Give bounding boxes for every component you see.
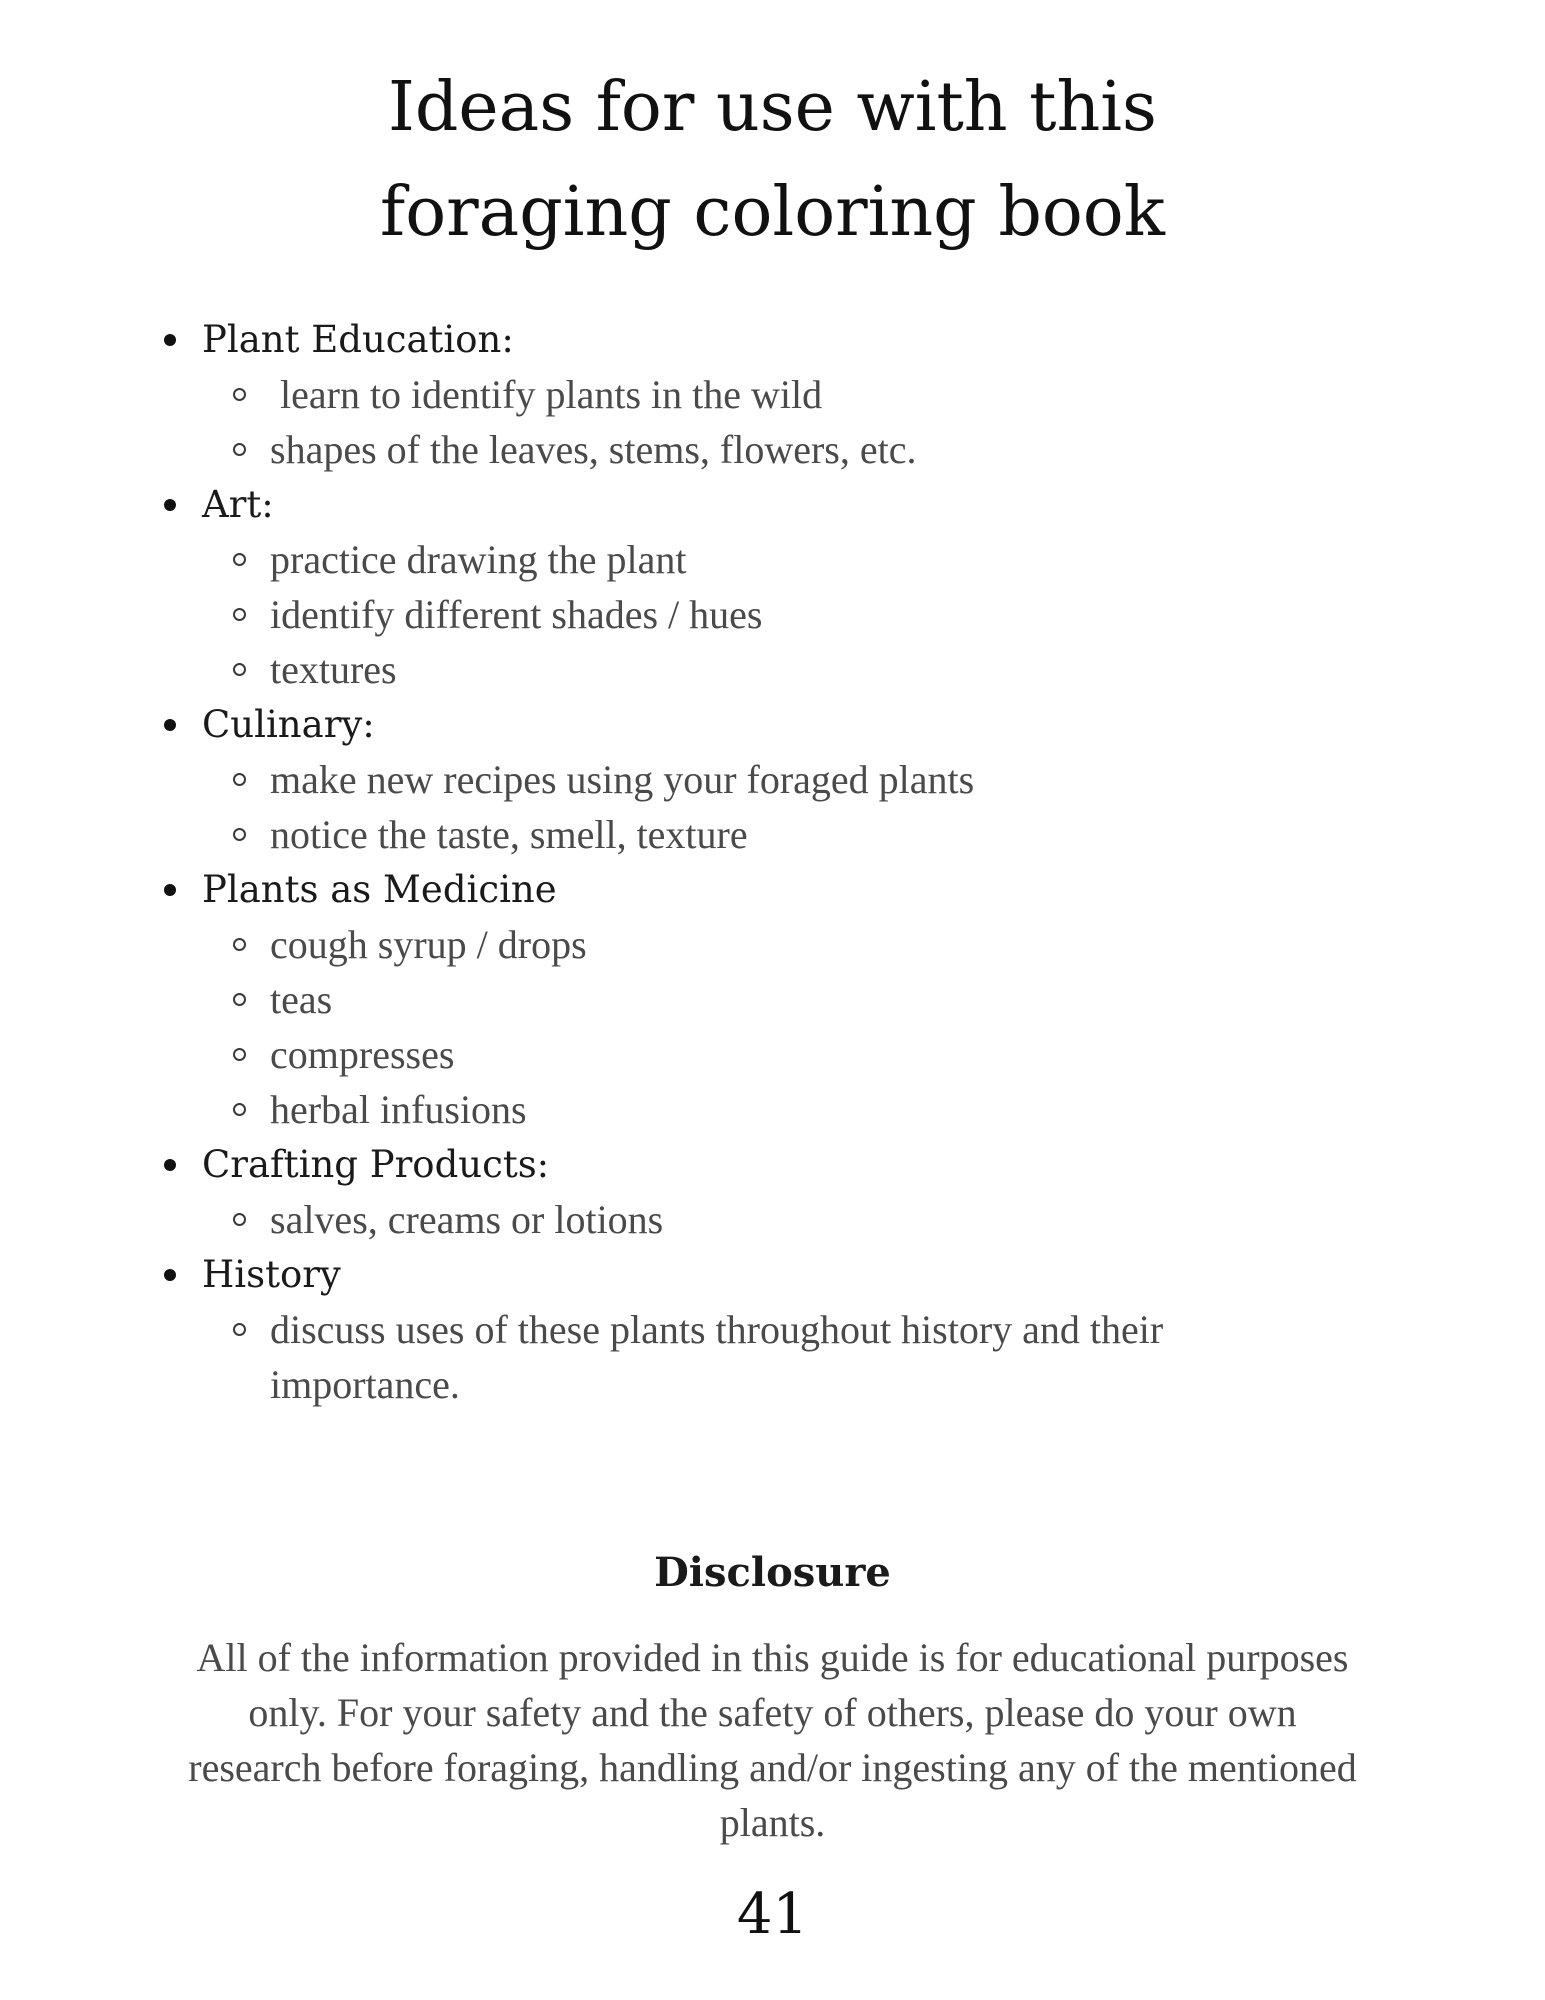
sub-list — [202, 917, 1410, 1137]
list-item-text: make new recipes using your foraged plants — [270, 757, 975, 802]
bullet-icon — [164, 499, 176, 511]
category-label: Culinary: — [202, 703, 375, 746]
list-item — [270, 367, 1410, 422]
list-item-text: compresses — [270, 1032, 455, 1077]
category-label: Plants as Medicine — [202, 868, 557, 911]
list-item-text: identify different shades / hues — [270, 592, 763, 637]
hollow-bullet-icon — [233, 828, 246, 841]
bullet-icon — [164, 1269, 176, 1281]
list-item-text: practice drawing the plant — [270, 537, 687, 582]
hollow-bullet-icon — [233, 1323, 246, 1336]
hollow-bullet-icon — [233, 553, 246, 566]
list-item-text: discuss uses of these plants throughout history and their importance. — [270, 1307, 1164, 1407]
category-label: Crafting Products: — [202, 1143, 550, 1186]
category-art — [160, 477, 1410, 697]
ideas-list — [160, 312, 1410, 1412]
category-crafting-products — [160, 1137, 1410, 1247]
sub-list — [202, 367, 1410, 477]
hollow-bullet-icon — [233, 1213, 246, 1226]
disclosure-heading: Disclosure — [654, 1549, 891, 1596]
hollow-bullet-icon — [233, 773, 246, 786]
bullet-icon — [164, 719, 176, 731]
bullet-icon — [164, 1159, 176, 1171]
disclosure-text: All of the information provided in this guide is for educational purposes only. For your safety and the safety of others, please do your own research before foraging, handling and/or ingesting any of the mentioned plants. — [188, 1635, 1357, 1845]
hollow-bullet-icon — [233, 663, 246, 676]
category-history — [160, 1247, 1410, 1412]
hollow-bullet-icon — [233, 1048, 246, 1061]
list-item — [270, 917, 1410, 972]
list-item-text: shapes of the leaves, stems, flowers, etc. — [270, 427, 917, 472]
list-item — [270, 642, 1410, 697]
list-item — [270, 422, 1410, 477]
sub-list — [202, 1192, 1410, 1247]
page-title-line-1: Ideas for use with this — [388, 68, 1157, 147]
list-item — [270, 972, 1410, 1027]
hollow-bullet-icon — [233, 608, 246, 621]
list-item — [270, 1192, 1410, 1247]
list-item — [270, 1302, 1330, 1412]
hollow-bullet-icon — [233, 388, 246, 401]
bullet-icon — [164, 334, 176, 346]
list-item — [270, 752, 1410, 807]
category-label: History — [202, 1253, 341, 1296]
page-title-line-2: foraging coloring book — [380, 173, 1165, 252]
list-item-text: salves, creams or lotions — [270, 1197, 664, 1242]
list-item — [270, 587, 1410, 642]
list-item-text: teas — [270, 977, 333, 1022]
sub-list — [202, 532, 1410, 697]
category-label: Art: — [202, 483, 274, 526]
list-item — [270, 1027, 1410, 1082]
hollow-bullet-icon — [233, 938, 246, 951]
page-title — [0, 55, 1545, 265]
list-item-text: textures — [270, 647, 397, 692]
list-item — [270, 807, 1410, 862]
list-item-text: notice the taste, smell, texture — [270, 812, 748, 857]
hollow-bullet-icon — [233, 443, 246, 456]
list-item-text: cough syrup / drops — [270, 922, 587, 967]
sub-list — [202, 752, 1410, 862]
page-number: 41 — [736, 1882, 809, 1947]
category-label: Plant Education: — [202, 318, 514, 361]
sub-list — [202, 1302, 1410, 1412]
list-item-text: herbal infusions — [270, 1087, 527, 1132]
category-culinary — [160, 697, 1410, 862]
list-item — [270, 1082, 1410, 1137]
category-plant-education — [160, 312, 1410, 477]
list-item-text: learn to identify plants in the wild — [270, 372, 823, 417]
hollow-bullet-icon — [233, 993, 246, 1006]
category-plants-as-medicine — [160, 862, 1410, 1137]
list-item — [270, 532, 1410, 587]
bullet-icon — [164, 884, 176, 896]
hollow-bullet-icon — [233, 1103, 246, 1116]
